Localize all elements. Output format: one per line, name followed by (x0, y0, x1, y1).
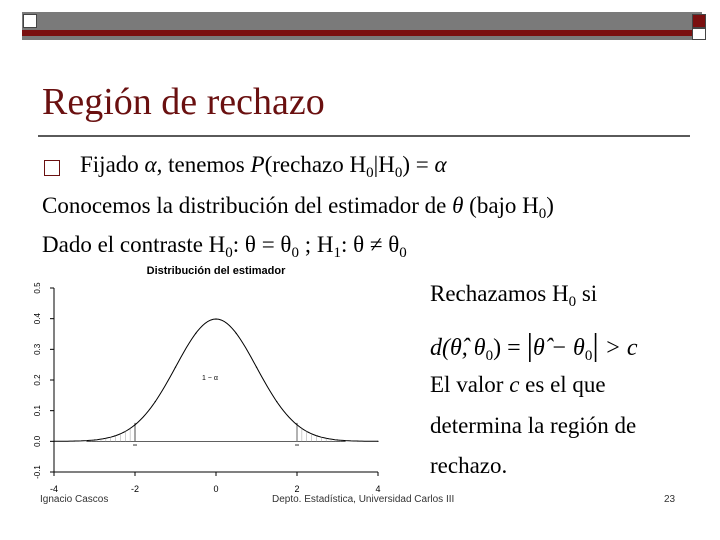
chart-title: Distribución del estimador (146, 265, 286, 277)
text-fragment: − θ (544, 335, 585, 361)
subscript: 0 (394, 165, 403, 181)
footer-department: Depto. Estadística, Universidad Carlos III (272, 494, 455, 505)
text-fragment: ) (546, 193, 554, 218)
banner-square-left (23, 14, 37, 28)
text-fragment: |H (373, 152, 395, 177)
text-fragment: , tenemos (156, 152, 251, 177)
text-fragment: (bajo H (463, 193, 539, 218)
subscript: 0 (225, 245, 233, 261)
top-banner-accent (22, 30, 702, 36)
text-fragment: Rechazamos H (430, 281, 569, 306)
valor-line-3: rechazo. (430, 453, 508, 478)
subscript: 0 (538, 206, 547, 222)
text-fragment: d( (430, 335, 450, 361)
y-tick-label: 0.4 (33, 313, 42, 325)
data-point (215, 318, 216, 319)
distribution-chart (16, 262, 416, 512)
text-fragment: : θ = θ (232, 232, 292, 257)
x-tick-label: 0 (213, 484, 219, 494)
footer-author: Ignacio Cascos (40, 494, 109, 505)
data-point (317, 435, 318, 436)
y-tick-label: 0.1 (33, 405, 42, 417)
subscript: 0 (291, 245, 299, 261)
data-point (276, 401, 277, 402)
annotation-label: 1 − α (201, 375, 218, 382)
data-point (175, 367, 176, 368)
data-point (53, 441, 54, 442)
y-tick-label: 0.3 (33, 343, 42, 355)
valor-line-2: determina la región de (430, 413, 637, 438)
alpha-symbol: α (144, 152, 157, 177)
line-dado-contraste (42, 232, 407, 262)
x-tick-label: -2 (130, 484, 140, 494)
y-tick-label: -0.1 (33, 465, 42, 479)
subscript: 0 (366, 165, 374, 181)
alpha-symbol: α (434, 152, 447, 177)
text-fragment: Conocemos la distribución del estimador de (42, 193, 453, 218)
text-fragment: > c (598, 335, 638, 361)
data-point (155, 401, 156, 402)
data-point (377, 441, 378, 442)
rechazamos-text (430, 281, 597, 311)
bullet-line-fijado (80, 152, 447, 182)
x-tick-label: 4 (375, 484, 381, 494)
y-tick-label: 0.5 (33, 282, 42, 294)
valor-line-1 (430, 372, 606, 398)
c-symbol: c (509, 372, 520, 397)
text-fragment: Dado el contraste H (42, 232, 226, 257)
text-fragment: es el que (519, 372, 606, 397)
text-fragment: (rechazo H (264, 152, 367, 177)
rejection-formula (430, 326, 638, 365)
text-fragment: : θ ≠ θ (340, 232, 400, 257)
abs-bar: | (526, 326, 534, 362)
subscript: 1 (333, 245, 341, 261)
text-fragment: Fijado (80, 152, 145, 177)
x-tick-label: 2 (294, 484, 300, 494)
square-bullet-icon (44, 160, 60, 176)
top-banner (22, 12, 702, 40)
text-fragment: ; H (298, 232, 334, 257)
subscript: 0 (568, 294, 577, 310)
prob-symbol: P (250, 152, 265, 177)
data-point (114, 435, 115, 436)
slide-title: Región de rechazo (42, 81, 325, 123)
data-point (337, 439, 338, 440)
data-point (236, 333, 237, 334)
data-point (357, 440, 358, 441)
abs-bar: | (592, 326, 599, 362)
title-underline (38, 135, 690, 137)
data-point (94, 439, 95, 440)
subscript: 0 (485, 348, 494, 364)
y-tick-label: 0.0 (33, 435, 42, 447)
theta-hat-symbol: θ̂ (533, 335, 545, 361)
y-tick-label: 0.2 (33, 374, 42, 386)
page-number: 23 (664, 494, 676, 505)
subscript: 0 (584, 348, 593, 364)
theta-hat-symbol: θ̂ (450, 335, 462, 361)
theta-symbol: θ (452, 193, 464, 218)
banner-square-right-top (692, 14, 706, 28)
x-tick-label: -4 (49, 484, 59, 494)
data-point (195, 333, 196, 334)
data-point (74, 440, 75, 441)
text-fragment: ) = (493, 335, 527, 361)
text-fragment: , θ (461, 335, 486, 361)
line-conocemos (42, 193, 554, 223)
subscript: 0 (399, 245, 407, 261)
banner-square-right-bottom (692, 28, 706, 40)
text-fragment: El valor (430, 372, 510, 397)
text-fragment: ) = (402, 152, 435, 177)
text-fragment: si (576, 281, 598, 306)
data-point (256, 367, 257, 368)
